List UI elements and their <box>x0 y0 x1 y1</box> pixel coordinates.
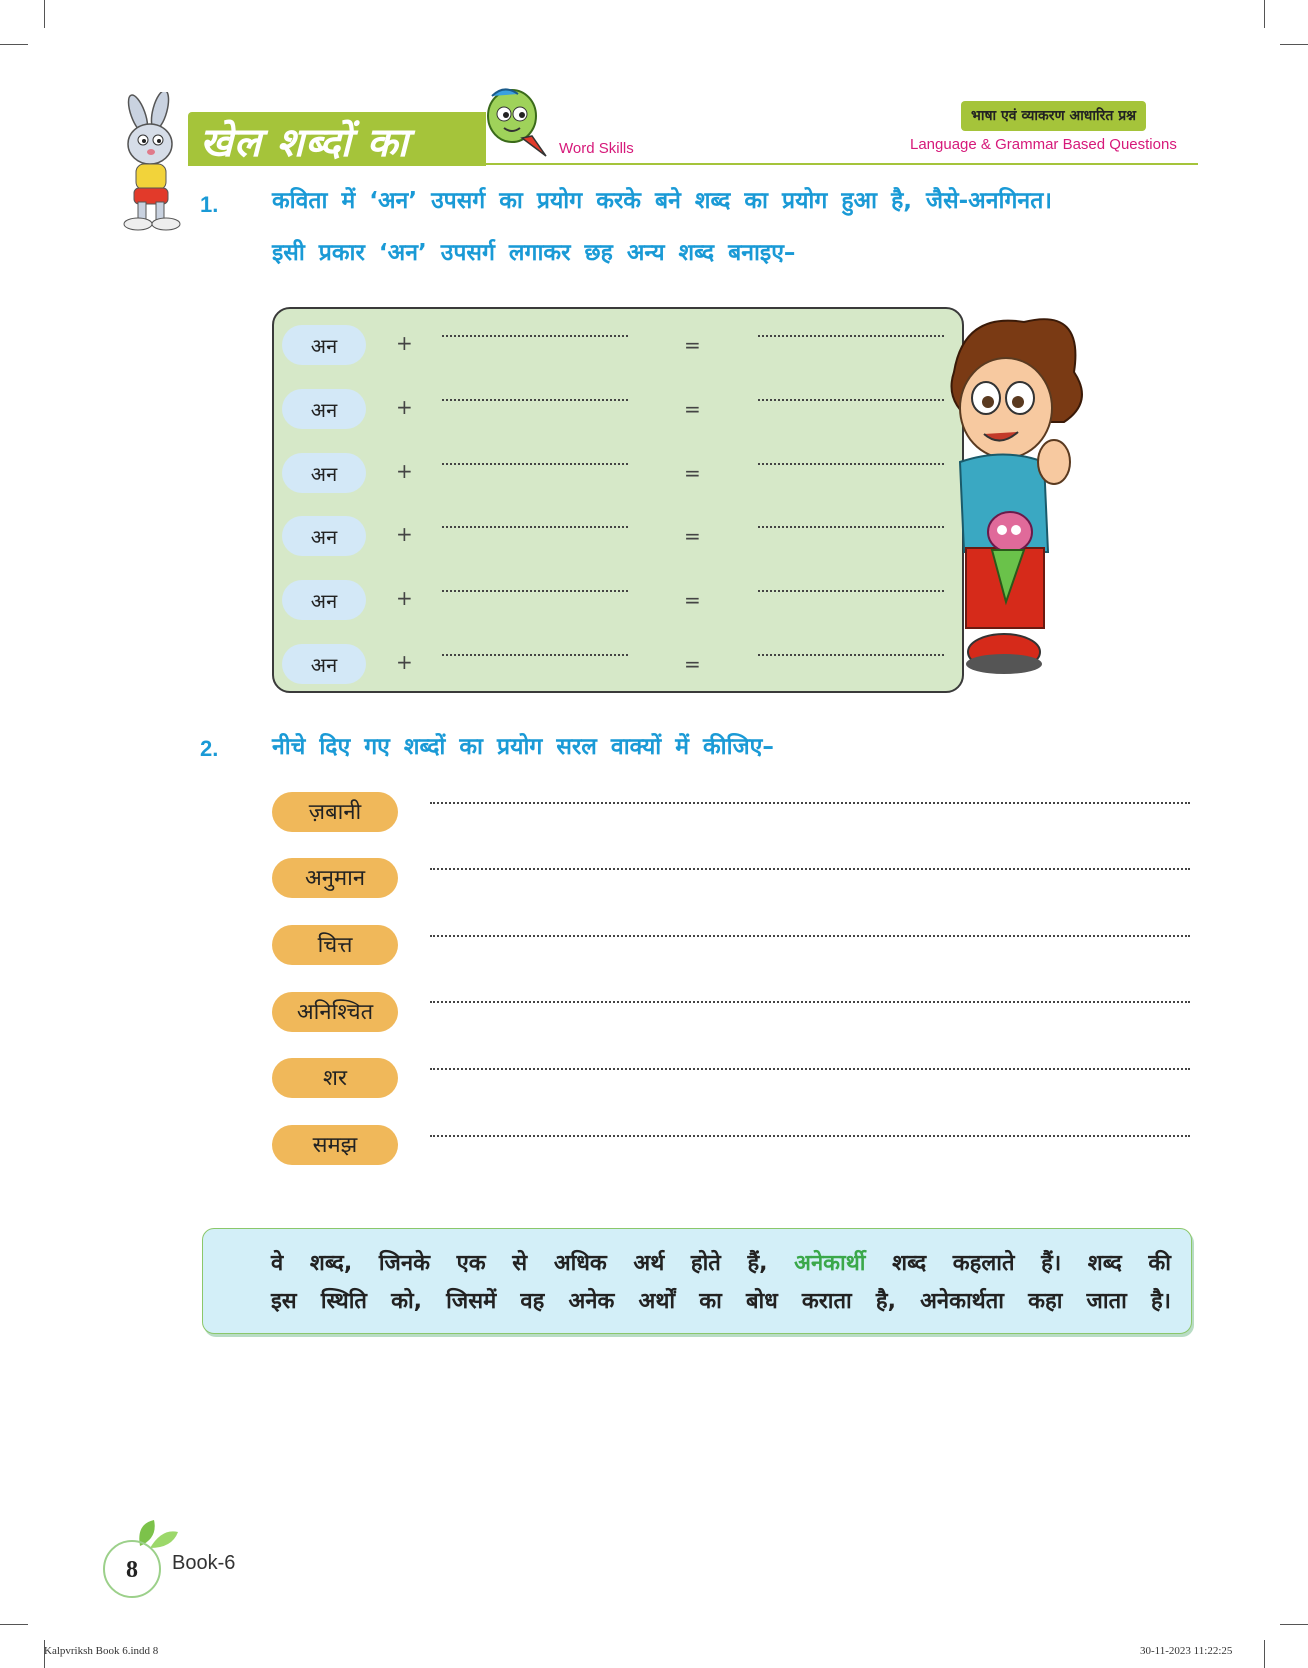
answer-blank[interactable] <box>758 463 944 465</box>
crop-mark <box>1264 1640 1265 1668</box>
plus-sign: + <box>396 331 413 355</box>
word-pill: अनुमान <box>272 858 398 898</box>
prefix-pill: अन <box>282 516 366 556</box>
plus-sign: + <box>396 395 413 419</box>
prefix-pill: अन <box>282 453 366 493</box>
highlight-term: अनेकार्थी <box>794 1251 866 1276</box>
answer-blank[interactable] <box>758 335 944 337</box>
header-rule <box>486 163 1198 165</box>
question-2-text: नीचे दिए गए शब्दों का प्रयोग सरल वाक्यों में कीजिए– <box>272 734 774 760</box>
plus-sign: + <box>396 586 413 610</box>
prefix-pill: अन <box>282 325 366 365</box>
definition-line-2: इस स्थिति को, जिसमें वह अनेक अर्थों का बोध कराता है, अनेकार्थता कहा जाता है। <box>271 1289 1171 1314</box>
equals-sign: = <box>684 397 701 421</box>
sentence-blank[interactable] <box>430 1068 1190 1070</box>
rabbit-illustration <box>108 92 200 234</box>
answer-blank[interactable] <box>758 590 944 592</box>
answer-blank[interactable] <box>442 399 628 401</box>
question-2-number: 2. <box>200 736 219 761</box>
equals-sign: = <box>684 588 701 612</box>
question-1-line-1: कविता में ‘अन’ उपसर्ग का प्रयोग करके बने शब्द का प्रयोग हुआ है, जैसे-अनगिनत। <box>272 188 1053 214</box>
word-pill: ज़बानी <box>272 792 398 832</box>
sentence-blank[interactable] <box>430 1135 1190 1137</box>
crop-mark <box>0 1624 28 1625</box>
prefix-pill: अन <box>282 580 366 620</box>
sentence-blank[interactable] <box>430 802 1190 804</box>
word-pill: अनिश्चित <box>272 992 398 1032</box>
crop-mark <box>1264 0 1265 28</box>
answer-blank[interactable] <box>442 590 628 592</box>
answer-blank[interactable] <box>758 399 944 401</box>
answer-blank[interactable] <box>442 654 628 656</box>
answer-blank[interactable] <box>758 526 944 528</box>
crop-mark <box>0 44 28 45</box>
page-title: खेल शब्दों का <box>200 120 409 166</box>
question-1-line-2: इसी प्रकार ‘अन’ उपसर्ग लगाकर छह अन्य शब्द बनाइए– <box>272 240 796 266</box>
prefix-exercise-box <box>272 307 964 693</box>
print-slug-date: 30-11-2023 11:22:25 <box>1140 1645 1233 1657</box>
definition-box <box>202 1228 1192 1334</box>
equals-sign: = <box>684 333 701 357</box>
grammar-badge-english: Language & Grammar Based Questions <box>910 136 1177 153</box>
page-number: 8 <box>103 1540 161 1598</box>
book-label: Book-6 <box>172 1552 236 1574</box>
answer-blank[interactable] <box>442 463 628 465</box>
grammar-badge: भाषा एवं व्याकरण आधारित प्रश्न <box>961 101 1146 131</box>
plus-sign: + <box>396 459 413 483</box>
definition-line-1: वे शब्द, जिनके एक से अधिक अर्थ होते हैं, अनेकार्थी शब्द कहलाते हैं। शब्द की <box>271 1251 1171 1276</box>
boy-illustration <box>944 312 1094 684</box>
word-pill: शर <box>272 1058 398 1098</box>
answer-blank[interactable] <box>442 335 628 337</box>
crop-mark <box>1280 44 1308 45</box>
prefix-pill: अन <box>282 389 366 429</box>
plus-sign: + <box>396 650 413 674</box>
pencil-mascot-icon <box>482 86 550 160</box>
answer-blank[interactable] <box>442 526 628 528</box>
equals-sign: = <box>684 524 701 548</box>
sentence-blank[interactable] <box>430 1001 1190 1003</box>
word-skills-label: Word Skills <box>559 140 634 157</box>
prefix-pill: अन <box>282 644 366 684</box>
plus-sign: + <box>396 522 413 546</box>
word-pill: समझ <box>272 1125 398 1165</box>
question-1-number: 1. <box>200 192 219 217</box>
crop-mark <box>1280 1624 1308 1625</box>
word-pill: चित्त <box>272 925 398 965</box>
sentence-blank[interactable] <box>430 868 1190 870</box>
equals-sign: = <box>684 461 701 485</box>
print-slug-file: Kalpvriksh Book 6.indd 8 <box>44 1645 159 1657</box>
answer-blank[interactable] <box>758 654 944 656</box>
sentence-blank[interactable] <box>430 935 1190 937</box>
equals-sign: = <box>684 652 701 676</box>
crop-mark <box>44 0 45 28</box>
